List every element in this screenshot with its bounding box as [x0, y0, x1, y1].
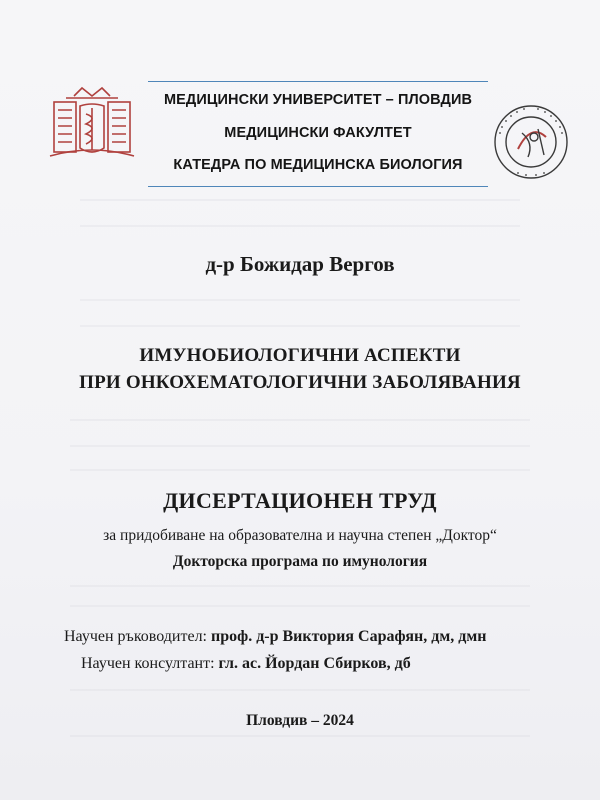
consultant-label: Научен консултант: [81, 655, 215, 672]
thesis-title-line-2: ПРИ ОНКОХЕМАТОЛОГИЧНИ ЗАБОЛЯВАНИЯ [79, 372, 521, 393]
thesis-title-line-1: ИМУНОБИОЛОГИЧНИ АСПЕКТИ [139, 345, 461, 366]
supervisor-name: проф. д-р Виктория Сарафян, дм, дмн [211, 628, 487, 645]
department-name: КАТЕДРА ПО МЕДИЦИНСКА БИОЛОГИЯ [173, 157, 463, 173]
supervisor-line [64, 628, 486, 646]
degree-purpose: за придобиване на образователна и научна степен „Доктор“ [103, 527, 497, 544]
header-rule-bottom [148, 186, 488, 187]
dissertation-heading: ДИСЕРТАЦИОНЕН ТРУД [163, 488, 437, 513]
consultant-name: гл. ас. Йордан Сбирков, дб [218, 655, 411, 672]
faculty-name: МЕДИЦИНСКИ ФАКУЛТЕТ [224, 125, 412, 141]
university-name: МЕДИЦИНСКИ УНИВЕРСИТЕТ – ПЛОВДИВ [163, 92, 473, 108]
header-rule-top [148, 81, 488, 82]
place-and-year: Пловдив – 2024 [246, 712, 354, 729]
department-seal-icon [488, 103, 574, 181]
supervisor-label: Научен ръководител: [64, 628, 207, 645]
university-crest-icon [44, 84, 140, 164]
author-name: д-р Божидар Вергов [205, 252, 395, 276]
consultant-line [81, 655, 411, 673]
doctoral-program: Докторска програма по имунология [172, 553, 428, 570]
